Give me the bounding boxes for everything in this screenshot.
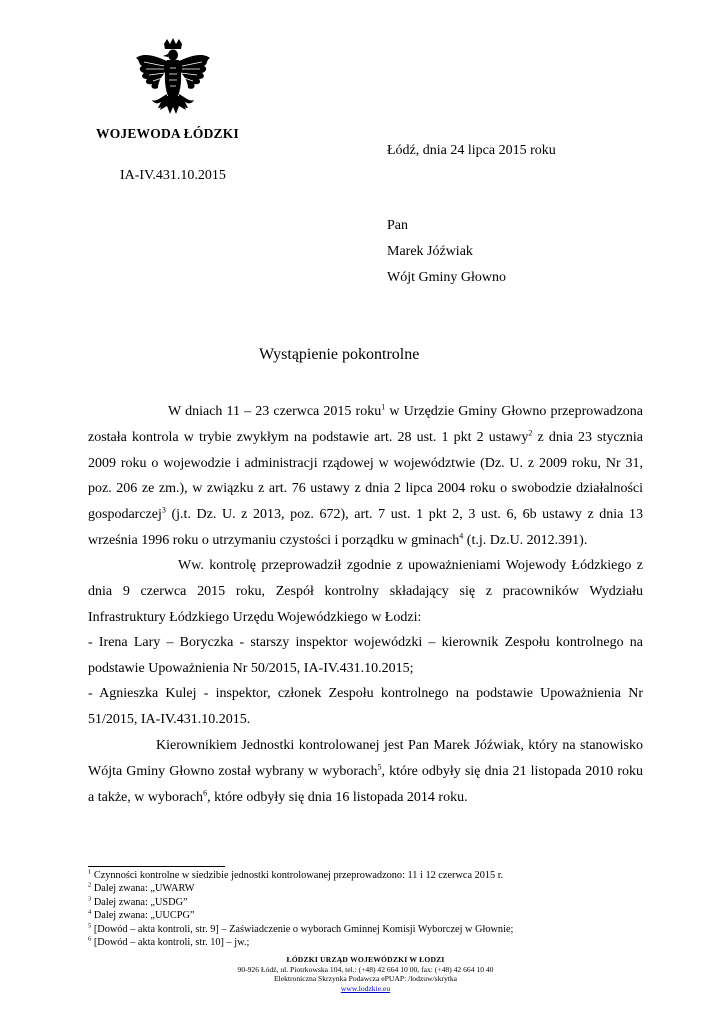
- footnote-ref-2[interactable]: 2: [528, 428, 533, 438]
- footnote-ref-4[interactable]: 4: [459, 531, 464, 541]
- reference-number: IA-IV.431.10.2015: [120, 168, 226, 183]
- footnote-ref-1[interactable]: 1: [381, 402, 386, 412]
- authority-name: WOJEWODA ŁÓDZKI: [96, 126, 239, 141]
- footnote-3: $^3$ Dalej zwana: „USDG”: [88, 895, 188, 908]
- addressee-position: Wójt Gminy Głowno: [387, 270, 506, 285]
- footer-website-link[interactable]: www.lodzkie.eu: [340, 983, 391, 993]
- footnote-ref-6[interactable]: 6: [203, 787, 208, 797]
- footer-epuap: Elektroniczna Skrzynka Podawcza ePUAP: /lodzuw/skrytka: [273, 974, 458, 984]
- footnote-ref-3[interactable]: 3: [161, 505, 166, 515]
- paragraph-2: Ww. kontrolę przeprowadził zgodnie z upoważnieniami Wojewody Łódzkiego z dnia 9 czerwca 2015 roku, Zespół kontrolny składający się z pracowników Wydziału Infrastruktury Łódzkiego Urzędu Wojewódzkiego w Łodzi:: [88, 558, 643, 625]
- paragraph-5: Kierownikiem Jednostki kontrolowanej jest Pan Marek Jóźwiak, który na stanowisko Wójta Gminy Głowno został wybrany w wyborach$^5$, które odbyły się dnia 21 listopada 2010 roku a także, w wyborach$^6$, które odbyły się dnia 16 listopada 2014 roku.: [88, 738, 643, 805]
- polish-eagle-emblem-icon: [134, 38, 212, 130]
- footer-organization: ŁÓDZKI URZĄD WOJEWÓDZKI W ŁODZI: [286, 955, 445, 964]
- footer-address: 90-926 Łódź, ul. Piotrkowska 104, tel.: (+48) 42 664 10 00, fax: (+48) 42 664 10 40: [237, 964, 494, 974]
- footnote-1: $^1$ Czynności kontrolne w siedzibie jednostki kontrolowanej przeprowadzono: 11 i 12 czerwca 2015 r.: [88, 868, 504, 881]
- footnote-6: $^6$ [Dowód – akta kontroli, str. 10] – jw.;: [88, 935, 250, 949]
- document-title: Wystąpienie pokontrolne: [259, 346, 420, 363]
- addressee-salutation: Pan: [387, 218, 408, 233]
- footnote-separator: [88, 866, 225, 867]
- footnote-5: $^5$ [Dowód – akta kontroli, str. 9] – Zaświadczenie o wyborach Gminnej Komisji Wyborczej w Głownie;: [88, 922, 514, 935]
- footnote-2: $^2$ Dalej zwana: „UWARW: [88, 881, 195, 895]
- page-footer: [88, 955, 643, 993]
- paragraph-4: - Agnieszka Kulej - inspektor, członek Zespołu kontrolnego na podstawie Upoważnienia Nr 51/2015, IA-IV.431.10.2015.: [88, 686, 643, 727]
- addressee-name: Marek Jóźwiak: [387, 244, 473, 259]
- paragraph-3: - Irena Lary – Boryczka - starszy inspektor wojewódzki – kierownik Zespołu kontrolnego na podstawie Upoważnienia Nr 50/2015, IA-IV.431.10.2015;: [88, 635, 643, 676]
- footnotes: [88, 869, 513, 949]
- paragraph-1: W dniach 11 – 23 czerwca 2015 roku$^1$ w Urzędzie Gminy Głowno przeprowadzona została kontrola w trybie zwykłym na podstawie art. 28 ust. 1 pkt 2 ustawy$^2$ z dnia 23 stycznia 2009 roku o wojewodzie i administracji rządowej w województwie (Dz. U. z 2009 roku, Nr 31, poz. 206 ze zm.), w związku z art. 76 ustawy z dnia 2 lipca 2004 roku o swobodzie działalności gospodarczej$^3$ (j.t. Dz. U. z 2013, poz. 672), art. 7 ust. 1 pkt 2, 3 ust. 6, 6b ustawy z dnia 13 września 1996 roku o utrzymaniu czystości i porządku w gminach$^4$ (t.j. Dz.U. 2012.391).: [88, 402, 643, 548]
- footnote-ref-5[interactable]: 5: [377, 762, 382, 772]
- place-and-date: Łódź, dnia 24 lipca 2015 roku: [387, 143, 556, 158]
- footnote-4: $^4$ Dalej zwana: „UUCPG”: [88, 908, 195, 922]
